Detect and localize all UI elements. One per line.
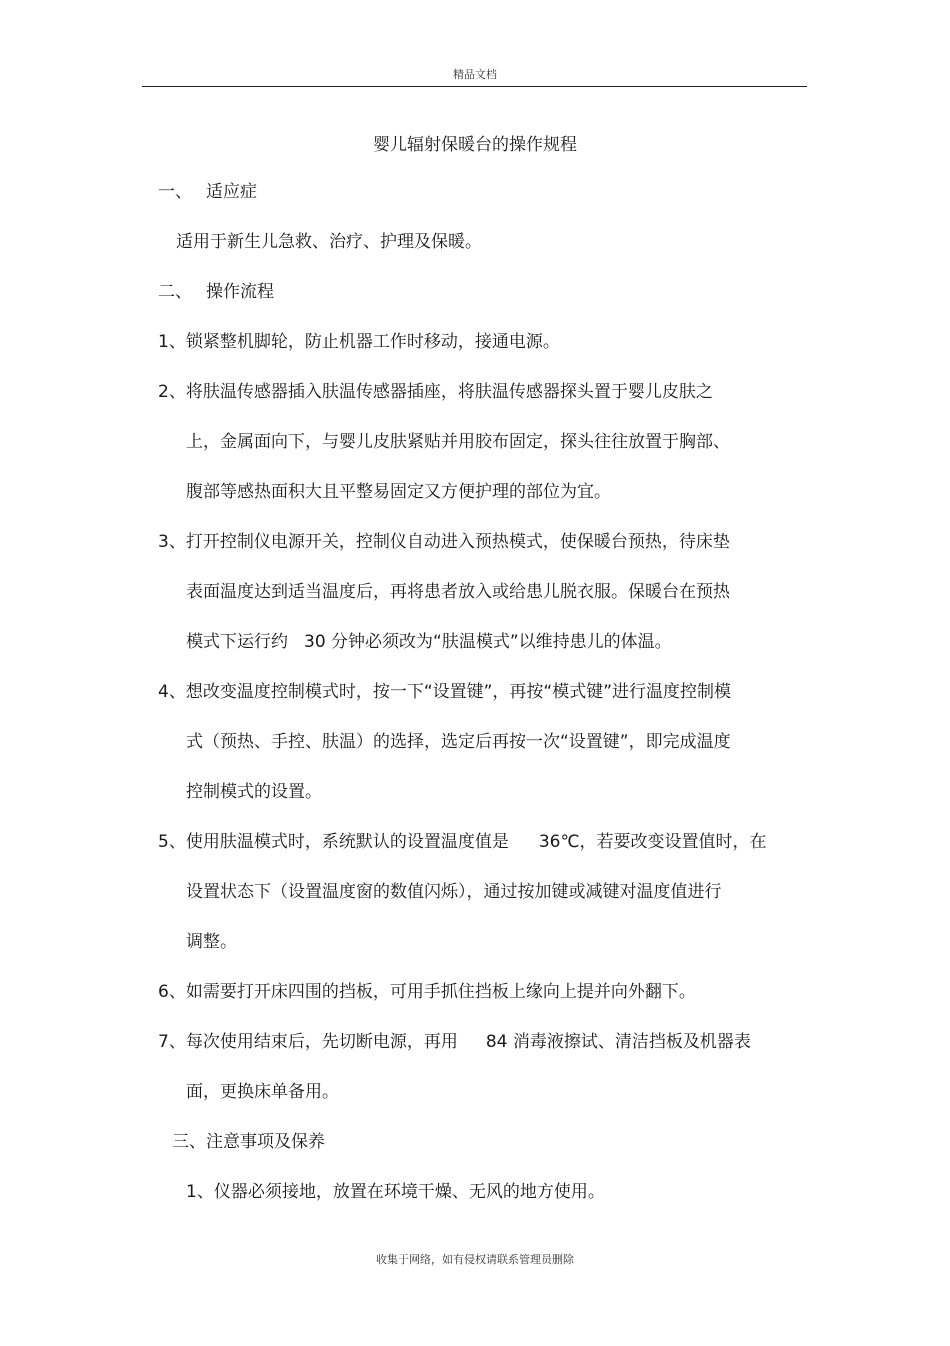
step-7-line-1 [158,1030,751,1054]
section-1-body: 适用于新生儿急救、治疗、护理及保暖。 [176,232,482,252]
step-1: 1、锁紧整机脚轮，防止机器工作时移动，接通电源。 [158,332,560,352]
step-2-line-3: 腹部等感热面积大且平整易固定又方便护理的部位为宜。 [186,482,611,502]
section-1-title: 适应症 [206,182,257,202]
step-5-line-3: 调整。 [186,932,237,952]
step-5-line-1-a: 5、使用肤温模式时，系统默认的设置温度值是 [158,832,509,852]
step-7-line-2: 面，更换床单备用。 [186,1082,339,1102]
section-1-heading [158,180,257,204]
step-6: 6、如需要打开床四围的挡板，可用手抓住挡板上缘向上提并向外翻下。 [158,982,696,1002]
step-7-line-1-b: 84 消毒液擦试、清洁挡板及机器表 [485,1032,751,1052]
step-7-line-1-a: 7、每次使用结束后，先切断电源，再用 [158,1032,458,1052]
step-3-line-3-a: 模式下运行约 [186,632,288,652]
section-3-heading: 三、注意事项及保养 [172,1132,325,1152]
step-5-line-2: 设置状态下（设置温度窗的数值闪烁），通过按加键或减键对温度值进行 [186,882,722,902]
step-4-line-1: 4、想改变温度控制模式时，按一下“设置键”，再按“模式键”进行温度控制模 [158,682,732,702]
header-rule [142,86,807,87]
document-title: 婴儿辐射保暖台的操作规程 [373,135,577,155]
page-header: 精品文档 [453,68,497,81]
step-5-line-1 [158,830,767,854]
care-item-1: 1、仪器必须接地，放置在环境干燥、无风的地方使用。 [186,1182,605,1202]
step-3-line-3-b: 30 分钟必须改为“肤温模式”以维持患儿的体温。 [304,632,672,652]
step-3-line-2: 表面温度达到适当温度后，再将患者放入或给患儿脱衣服。保暖台在预热 [186,582,730,602]
step-3-line-3 [186,630,672,654]
step-3-line-1: 3、打开控制仪电源开关，控制仪自动进入预热模式，使保暖台预热，待床垫 [158,532,730,552]
step-4-line-3: 控制模式的设置。 [186,782,322,802]
step-5-line-1-b: 36℃，若要改变设置值时，在 [538,832,767,852]
page-footer: 收集于网络，如有侵权请联系管理员删除 [376,1253,574,1266]
section-2-heading [158,280,274,304]
step-2-line-1: 2、将肤温传感器插入肤温传感器插座，将肤温传感器探头置于婴儿皮肤之 [158,382,713,402]
step-2-line-2: 上，金属面向下，与婴儿皮肤紧贴并用胶布固定，探头往往放置于胸部、 [186,432,730,452]
section-2-title: 操作流程 [206,282,274,302]
step-4-line-2: 式（预热、手控、肤温）的选择，选定后再按一次“设置键”，即完成温度 [186,732,731,752]
section-2-number: 二、 [158,282,192,302]
section-1-number: 一、 [158,182,192,202]
